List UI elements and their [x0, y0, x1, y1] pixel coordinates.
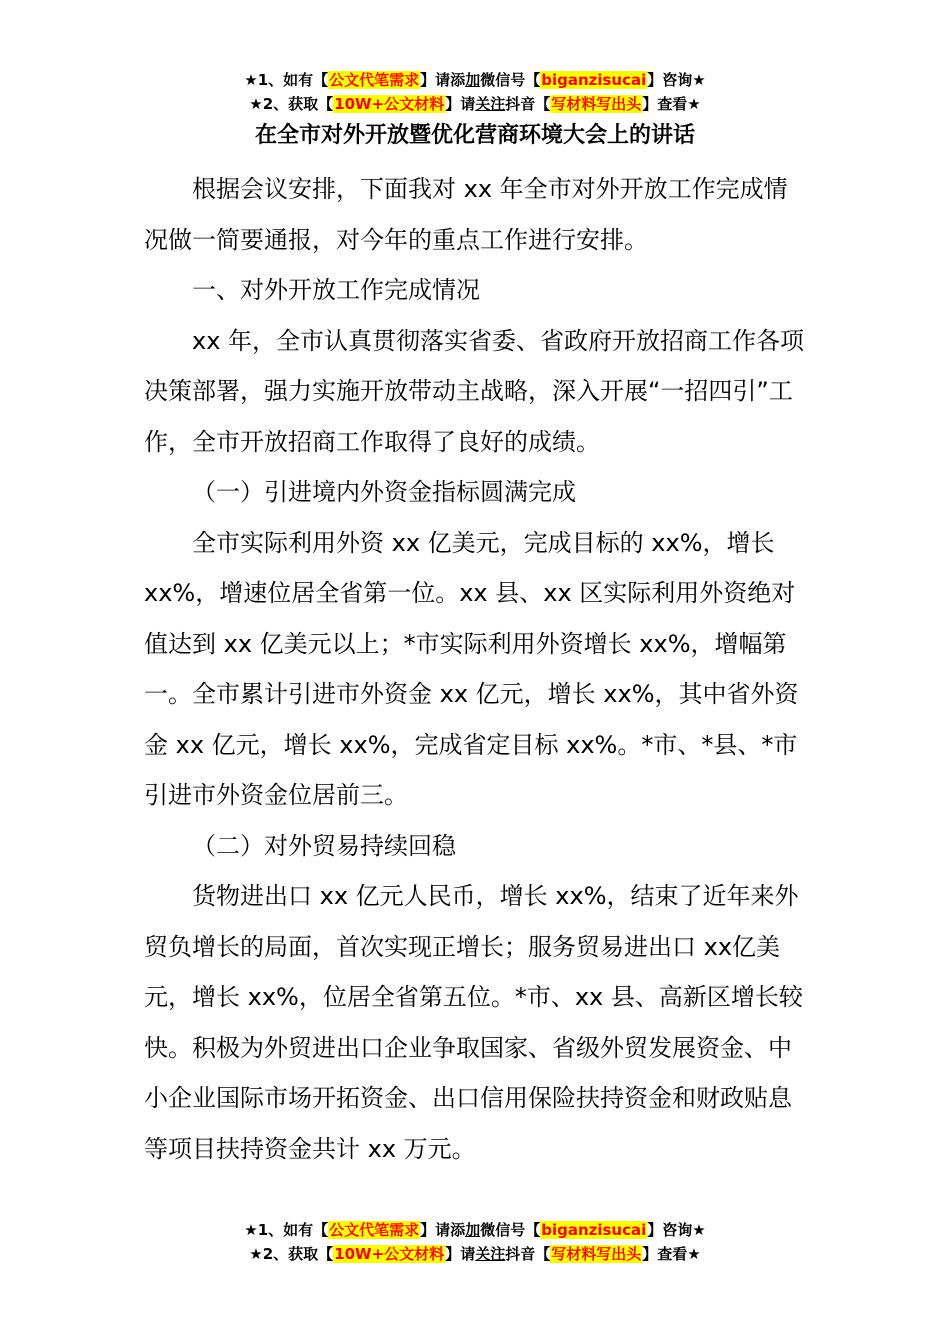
- promo-text: 抖音【: [505, 95, 551, 113]
- promo-highlight: 公文代笔需求: [329, 71, 420, 89]
- promo-underlined-text: 加: [465, 1221, 481, 1239]
- promo-underlined-text: 关注: [475, 1245, 506, 1263]
- promo-text: 微信号【: [480, 1221, 541, 1239]
- subsection-heading: （一）引进境内外资金指标圆满完成: [192, 478, 576, 506]
- promo-highlight: 公文代笔需求: [329, 1221, 420, 1239]
- promo-text: 微信号【: [480, 71, 541, 89]
- promo-text: 】查看★: [642, 1245, 701, 1263]
- promo-highlight: 10W+公文材料: [334, 1245, 445, 1263]
- document-body: [144, 164, 806, 1174]
- promo-text: 】查看★: [642, 95, 701, 113]
- promo-highlight: 10W+公文材料: [334, 95, 445, 113]
- promo-text: ★1、如有【: [244, 71, 329, 89]
- paragraph: 货物进出口 xx 亿元人民币，增长 xx%，结束了近年来外贸负增长的局面，首次实现正增长；服务贸易进出口 xx亿美元，增长 xx%，位居全省第五位。*市、xx 县、高新区增长较快。积极为外贸进出口企业争取国家、省级外贸发展资金、中小企业国际市场开拓资金、出口信用保险扶持资金和财政贴息等项目扶持资金共计 xx 万元。: [144, 882, 803, 1163]
- promo-line-1: [0, 1218, 950, 1242]
- promo-text: 】请: [445, 95, 476, 113]
- promo-text: 抖音【: [505, 1245, 551, 1263]
- promo-text: 】咨询★: [647, 1221, 706, 1239]
- promo-text: ★1、如有【: [244, 1221, 329, 1239]
- subsection-heading: （二）对外贸易持续回稳: [192, 831, 456, 860]
- promo-banner-top: [0, 68, 950, 116]
- promo-highlight: biganzisucai: [541, 71, 647, 89]
- paragraph: 根据会议安排，下面我对 xx 年全市对外开放工作完成情况做一简要通报，对今年的重点工作进行安排。: [144, 175, 788, 254]
- promo-text: 】咨询★: [647, 71, 706, 89]
- paragraph: 全市实际利用外资 xx 亿美元，完成目标的 xx%，增长xx%，增速位居全省第一位。xx 县、xx 区实际利用外资绝对值达到 xx 亿美元以上；*市实际利用外资增长 xx%，增幅第一。全市累计引进市外资金 xx 亿元，增长 xx%，其中省外资金 xx 亿元，增长 xx%，完成省定目标 xx%。*市、*县、*市引进市外资金位居前三。: [144, 528, 799, 809]
- paragraph: xx 年，全市认真贯彻落实省委、省政府开放招商工作各项决策部署，强力实施开放带动主战略，深入开展“一招四引”工作，全市开放招商工作取得了良好的成绩。: [144, 326, 805, 456]
- promo-highlight: 写材料写出头: [551, 1245, 642, 1263]
- promo-highlight: 写材料写出头: [551, 95, 642, 113]
- promo-text: 】请添: [420, 71, 466, 89]
- promo-text: 】请: [445, 1245, 476, 1263]
- promo-banner-bottom: [0, 1218, 950, 1266]
- promo-line-2: [0, 92, 950, 116]
- promo-line-2: [0, 1242, 950, 1266]
- promo-underlined-text: 关注: [475, 95, 506, 113]
- promo-text: ★2、获取【: [249, 1245, 334, 1263]
- promo-text: 】请添: [420, 1221, 466, 1239]
- section-heading: 一、对外开放工作完成情况: [192, 276, 480, 304]
- promo-highlight: biganzisucai: [541, 1221, 647, 1239]
- promo-underlined-text: 加: [465, 71, 481, 89]
- promo-text: ★2、获取【: [249, 95, 334, 113]
- document-title: 在全市对外开放暨优化营商环境大会上的讲话: [254, 123, 695, 148]
- promo-line-1: [0, 68, 950, 92]
